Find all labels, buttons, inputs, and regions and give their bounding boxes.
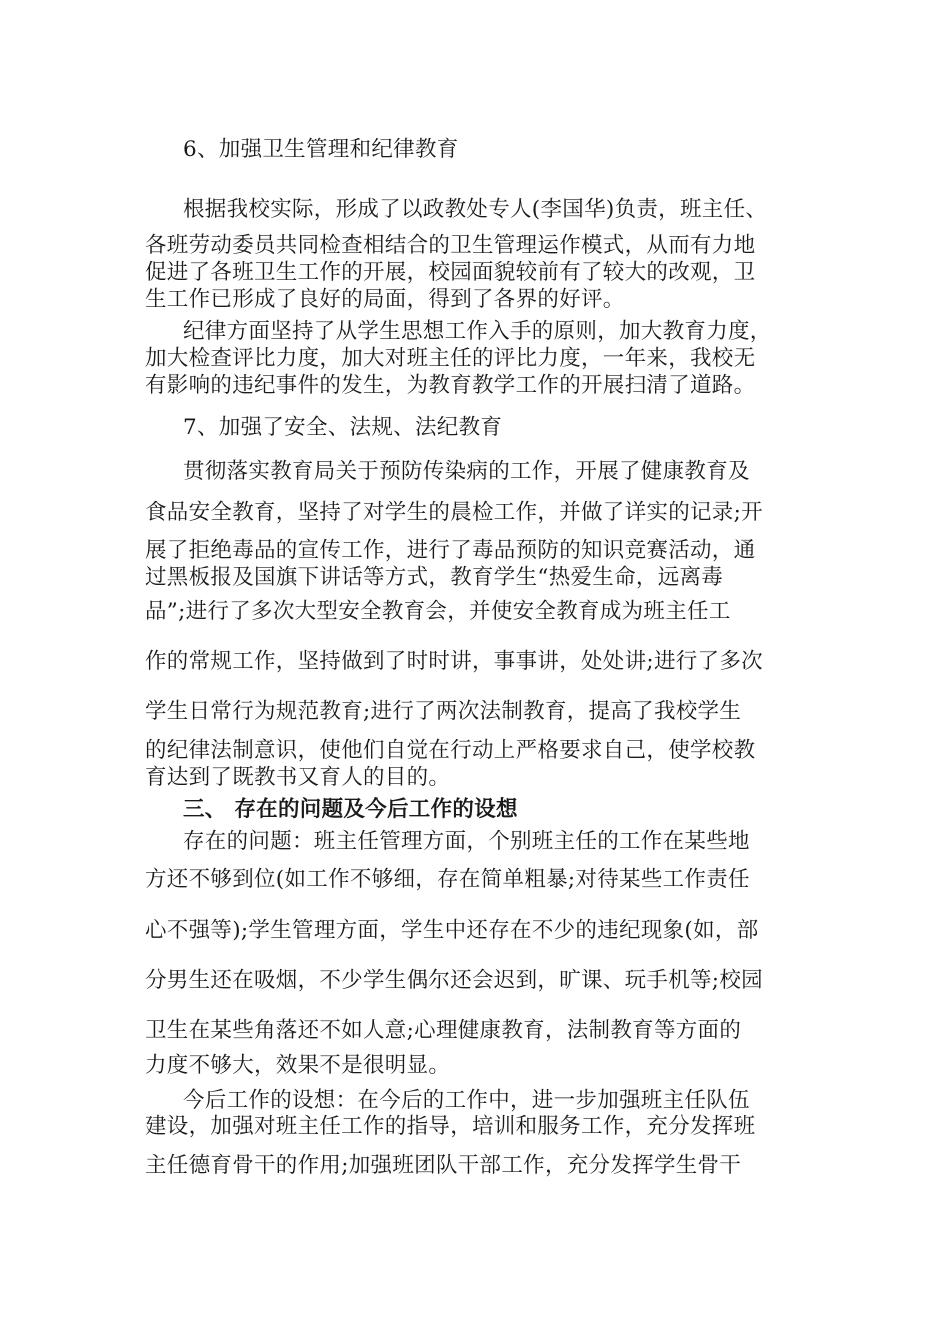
section-6-p2-line-2: 加大检查评比力度，加大对班主任的评比力度，一年来，我校无 — [145, 346, 756, 371]
section-6-p1-line-3: 促进了各班卫生工作的开展，校园面貌较前有了较大的改观，卫 — [145, 260, 756, 285]
section-7-p1-line-5: 品”;进行了多次大型安全教育会，并使安全教育成为班主任工 — [145, 599, 731, 624]
problems-line-3: 心不强等);学生管理方面，学生中还存在不少的违纪现象(如，部 — [145, 918, 759, 943]
problems-line-4: 分男生还在吸烟，不少学生偶尔还会迟到，旷课、玩手机等;校园 — [145, 968, 763, 993]
section-7-p1-line-1: 贯彻落实教育局关于预防传染病的工作，开展了健康教育及 — [183, 459, 750, 484]
section-7-p1-line-2: 食品安全教育，坚持了对学生的晨检工作，并做了详实的记录;开 — [145, 500, 763, 525]
section-6-p1-line-2: 各班劳动委员共同检查相结合的卫生管理运作模式，从而有力地 — [145, 233, 756, 258]
section-6-heading: 6、加强卫生管理和纪律教育 — [183, 137, 459, 162]
section-3-heading: 三、 存在的问题及今后工作的设想 — [183, 797, 518, 822]
section-6-p2-line-1: 纪律方面坚持了从学生思想工作入手的原则，加大教育力度， — [183, 319, 772, 344]
section-7-p1-line-6: 作的常规工作，坚持做到了时时讲，事事讲，处处讲;进行了多次 — [145, 649, 763, 674]
section-6-p1-line-4: 生工作已形成了良好的局面，得到了各界的好评。 — [145, 287, 625, 312]
problems-line-2: 方还不够到位(如工作不够细，存在简单粗暴;对待某些工作责任 — [145, 867, 750, 892]
section-7-p1-line-4: 过黑板报及国旗下讲话等方式，教育学生“热爱生命，远离毒 — [145, 565, 724, 590]
plans-line-2: 建设，加强对班主任工作的指导，培训和服务工作，充分发挥班 — [145, 1114, 756, 1139]
plans-line-1: 今后工作的设想：在今后的工作中，进一步加强班主任队伍 — [183, 1088, 750, 1113]
problems-line-1: 存在的问题：班主任管理方面，个别班主任的工作在某些地 — [183, 829, 750, 854]
section-7-p1-line-7: 学生日常行为规范教育;进行了两次法制教育，提高了我校学生 — [145, 699, 742, 724]
section-7-p1-line-3: 展了拒绝毒品的宣传工作，进行了毒品预防的知识竞赛活动，通 — [145, 538, 756, 563]
problems-line-5: 卫生在某些角落还不如人意;心理健康教育，法制教育等方面的 — [145, 1018, 742, 1043]
section-7-p1-line-8: 的纪律法制意识，使他们自觉在行动上严格要求自己，使学校教 — [145, 738, 756, 763]
section-6-p2-line-3: 有影响的违纪事件的发生，为教育教学工作的开展扫清了道路。 — [145, 373, 756, 398]
section-6-p1-line-1: 根据我校实际，形成了以政教处专人(李国华)负责，班主任、 — [183, 197, 768, 222]
section-7-heading: 7、加强了安全、法规、法纪教育 — [183, 415, 503, 440]
problems-line-6: 力度不够大，效果不是很明显。 — [145, 1053, 451, 1078]
section-7-p1-line-9: 育达到了既教书又育人的目的。 — [145, 765, 451, 790]
plans-line-3: 主任德育骨干的作用;加强班团队干部工作，充分发挥学生骨干 — [145, 1153, 742, 1178]
